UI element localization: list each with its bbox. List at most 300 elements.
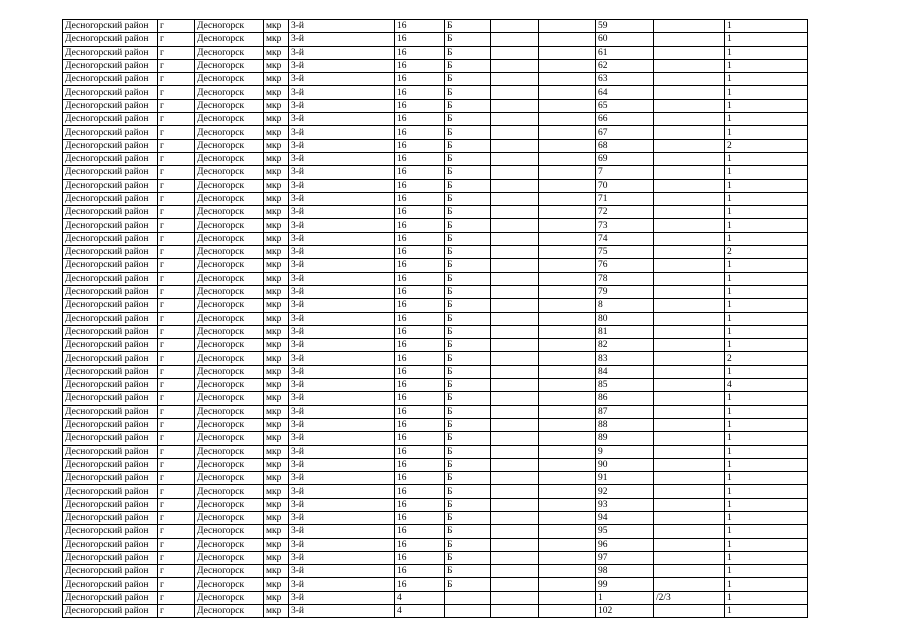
cell-area-name: 3-й (289, 206, 395, 219)
cell-col-9 (539, 551, 596, 564)
cell-building: Б (445, 525, 491, 538)
cell-col-9 (539, 325, 596, 338)
cell-city: Десногорск (195, 20, 264, 33)
cell-col-9 (539, 46, 596, 59)
cell-building: Б (445, 565, 491, 578)
cell-area-name: 3-й (289, 605, 395, 618)
cell-apartment-suffix (654, 259, 725, 272)
cell-city: Десногорск (195, 432, 264, 445)
cell-col-8 (491, 299, 539, 312)
cell-city: Десногорск (195, 246, 264, 259)
cell-city: Десногорск (195, 46, 264, 59)
cell-area-name: 3-й (289, 139, 395, 152)
cell-apartment-number: 70 (596, 179, 654, 192)
cell-col-8 (491, 246, 539, 259)
cell-apartment-suffix (654, 192, 725, 205)
cell-area-name: 3-й (289, 379, 395, 392)
table-row (63, 126, 808, 139)
cell-apartment-suffix (654, 392, 725, 405)
cell-district: Десногорский район (63, 219, 158, 232)
cell-area-name: 3-й (289, 113, 395, 126)
cell-city: Десногорск (195, 272, 264, 285)
cell-area-type: мкр (264, 432, 289, 445)
cell-settlement-type: г (158, 458, 195, 471)
cell-apartment-number: 59 (596, 20, 654, 33)
cell-city: Десногорск (195, 591, 264, 604)
cell-district: Десногорский район (63, 206, 158, 219)
cell-apartment-number: 98 (596, 565, 654, 578)
cell-apartment-suffix (654, 511, 725, 524)
cell-area-name: 3-й (289, 126, 395, 139)
cell-apartment-number: 84 (596, 365, 654, 378)
cell-apartment-number: 82 (596, 339, 654, 352)
cell-apartment-suffix (654, 551, 725, 564)
cell-house-number: 16 (395, 73, 445, 86)
cell-building: Б (445, 33, 491, 46)
cell-building: Б (445, 578, 491, 591)
cell-district: Десногорский район (63, 418, 158, 431)
cell-settlement-type: г (158, 232, 195, 245)
table-row (63, 591, 808, 604)
cell-apartment-suffix (654, 206, 725, 219)
cell-count: 1 (725, 525, 808, 538)
cell-house-number: 16 (395, 46, 445, 59)
cell-count: 1 (725, 59, 808, 72)
cell-apartment-number: 67 (596, 126, 654, 139)
cell-area-name: 3-й (289, 219, 395, 232)
cell-col-9 (539, 405, 596, 418)
cell-area-type: мкр (264, 46, 289, 59)
cell-area-type: мкр (264, 339, 289, 352)
table-body (63, 20, 808, 618)
cell-city: Десногорск (195, 299, 264, 312)
cell-apartment-number: 85 (596, 379, 654, 392)
cell-apartment-suffix (654, 59, 725, 72)
cell-col-8 (491, 485, 539, 498)
cell-col-8 (491, 325, 539, 338)
cell-count: 1 (725, 272, 808, 285)
cell-house-number: 16 (395, 299, 445, 312)
cell-area-name: 3-й (289, 352, 395, 365)
cell-district: Десногорский район (63, 472, 158, 485)
cell-area-type: мкр (264, 272, 289, 285)
cell-district: Десногорский район (63, 551, 158, 564)
cell-building: Б (445, 246, 491, 259)
cell-area-type: мкр (264, 73, 289, 86)
cell-apartment-suffix (654, 485, 725, 498)
cell-col-9 (539, 179, 596, 192)
table-row (63, 511, 808, 524)
cell-settlement-type: г (158, 511, 195, 524)
cell-house-number: 16 (395, 33, 445, 46)
cell-col-8 (491, 113, 539, 126)
cell-house-number: 16 (395, 20, 445, 33)
cell-apartment-suffix (654, 139, 725, 152)
cell-apartment-number: 65 (596, 99, 654, 112)
cell-district: Десногорский район (63, 232, 158, 245)
cell-district: Десногорский район (63, 445, 158, 458)
cell-count: 1 (725, 458, 808, 471)
cell-apartment-suffix (654, 458, 725, 471)
cell-district: Десногорский район (63, 485, 158, 498)
cell-area-name: 3-й (289, 246, 395, 259)
cell-district: Десногорский район (63, 591, 158, 604)
cell-area-type: мкр (264, 259, 289, 272)
cell-col-8 (491, 73, 539, 86)
cell-area-type: мкр (264, 285, 289, 298)
cell-count: 1 (725, 219, 808, 232)
cell-area-name: 3-й (289, 99, 395, 112)
cell-city: Десногорск (195, 99, 264, 112)
cell-apartment-suffix (654, 246, 725, 259)
cell-building: Б (445, 179, 491, 192)
cell-count: 1 (725, 591, 808, 604)
cell-apartment-suffix (654, 325, 725, 338)
cell-building: Б (445, 418, 491, 431)
cell-settlement-type: г (158, 99, 195, 112)
cell-area-type: мкр (264, 312, 289, 325)
cell-count: 1 (725, 365, 808, 378)
cell-apartment-suffix (654, 219, 725, 232)
cell-area-type: мкр (264, 392, 289, 405)
cell-building: Б (445, 232, 491, 245)
cell-area-type: мкр (264, 232, 289, 245)
table-row (63, 339, 808, 352)
cell-count: 1 (725, 565, 808, 578)
cell-apartment-number: 66 (596, 113, 654, 126)
cell-count: 1 (725, 325, 808, 338)
cell-col-8 (491, 272, 539, 285)
cell-apartment-number: 61 (596, 46, 654, 59)
table-row (63, 99, 808, 112)
cell-district: Десногорский район (63, 458, 158, 471)
cell-count: 1 (725, 392, 808, 405)
cell-col-9 (539, 192, 596, 205)
cell-building: Б (445, 472, 491, 485)
cell-house-number: 16 (395, 472, 445, 485)
table-row (63, 578, 808, 591)
cell-settlement-type: г (158, 418, 195, 431)
cell-area-name: 3-й (289, 299, 395, 312)
cell-col-9 (539, 339, 596, 352)
cell-district: Десногорский район (63, 179, 158, 192)
cell-city: Десногорск (195, 86, 264, 99)
table-row (63, 565, 808, 578)
cell-building: Б (445, 352, 491, 365)
cell-building: Б (445, 139, 491, 152)
cell-count: 1 (725, 339, 808, 352)
cell-area-type: мкр (264, 299, 289, 312)
cell-col-9 (539, 126, 596, 139)
cell-apartment-number: 73 (596, 219, 654, 232)
cell-col-9 (539, 432, 596, 445)
cell-area-name: 3-й (289, 365, 395, 378)
cell-district: Десногорский район (63, 246, 158, 259)
cell-apartment-suffix (654, 285, 725, 298)
cell-settlement-type: г (158, 485, 195, 498)
cell-col-9 (539, 246, 596, 259)
cell-building (445, 591, 491, 604)
cell-count: 1 (725, 472, 808, 485)
cell-area-type: мкр (264, 551, 289, 564)
cell-settlement-type: г (158, 551, 195, 564)
cell-apartment-number: 69 (596, 152, 654, 165)
table-row (63, 232, 808, 245)
cell-building: Б (445, 325, 491, 338)
cell-area-name: 3-й (289, 232, 395, 245)
cell-area-type: мкр (264, 498, 289, 511)
cell-house-number: 4 (395, 605, 445, 618)
cell-district: Десногорский район (63, 605, 158, 618)
cell-area-type: мкр (264, 538, 289, 551)
cell-building: Б (445, 46, 491, 59)
cell-area-type: мкр (264, 365, 289, 378)
cell-col-8 (491, 46, 539, 59)
cell-col-9 (539, 113, 596, 126)
cell-area-name: 3-й (289, 565, 395, 578)
cell-district: Десногорский район (63, 565, 158, 578)
cell-area-type: мкр (264, 418, 289, 431)
cell-settlement-type: г (158, 219, 195, 232)
cell-apartment-number: 90 (596, 458, 654, 471)
cell-count: 1 (725, 551, 808, 564)
cell-building: Б (445, 126, 491, 139)
cell-area-type: мкр (264, 166, 289, 179)
cell-house-number: 16 (395, 525, 445, 538)
cell-count: 1 (725, 418, 808, 431)
cell-apartment-number: 83 (596, 352, 654, 365)
cell-count: 1 (725, 73, 808, 86)
cell-house-number: 16 (395, 179, 445, 192)
cell-house-number: 16 (395, 272, 445, 285)
cell-col-8 (491, 551, 539, 564)
cell-house-number: 16 (395, 379, 445, 392)
cell-col-8 (491, 166, 539, 179)
cell-count: 1 (725, 605, 808, 618)
cell-house-number: 16 (395, 206, 445, 219)
cell-city: Десногорск (195, 312, 264, 325)
cell-apartment-suffix (654, 565, 725, 578)
cell-house-number: 16 (395, 511, 445, 524)
table-row (63, 538, 808, 551)
cell-apartment-number: 7 (596, 166, 654, 179)
cell-apartment-number: 9 (596, 445, 654, 458)
cell-district: Десногорский район (63, 33, 158, 46)
cell-settlement-type: г (158, 46, 195, 59)
table-row (63, 206, 808, 219)
cell-apartment-suffix (654, 352, 725, 365)
cell-area-name: 3-й (289, 472, 395, 485)
cell-building: Б (445, 99, 491, 112)
cell-area-name: 3-й (289, 86, 395, 99)
cell-settlement-type: г (158, 591, 195, 604)
cell-settlement-type: г (158, 365, 195, 378)
cell-district: Десногорский район (63, 259, 158, 272)
cell-house-number: 16 (395, 139, 445, 152)
cell-settlement-type: г (158, 578, 195, 591)
cell-count: 1 (725, 152, 808, 165)
cell-col-8 (491, 379, 539, 392)
cell-building: Б (445, 339, 491, 352)
cell-house-number: 16 (395, 485, 445, 498)
cell-count: 1 (725, 206, 808, 219)
table-row (63, 139, 808, 152)
cell-area-name: 3-й (289, 418, 395, 431)
cell-apartment-number: 81 (596, 325, 654, 338)
cell-settlement-type: г (158, 379, 195, 392)
cell-building: Б (445, 113, 491, 126)
cell-apartment-number: 88 (596, 418, 654, 431)
cell-city: Десногорск (195, 33, 264, 46)
cell-apartment-number: 79 (596, 285, 654, 298)
table-row (63, 458, 808, 471)
cell-house-number: 16 (395, 565, 445, 578)
cell-building: Б (445, 445, 491, 458)
cell-col-9 (539, 285, 596, 298)
cell-house-number: 16 (395, 219, 445, 232)
cell-area-type: мкр (264, 605, 289, 618)
cell-building: Б (445, 365, 491, 378)
cell-city: Десногорск (195, 578, 264, 591)
cell-settlement-type: г (158, 352, 195, 365)
cell-district: Десногорский район (63, 99, 158, 112)
cell-district: Десногорский район (63, 113, 158, 126)
cell-district: Десногорский район (63, 192, 158, 205)
table-row (63, 192, 808, 205)
cell-area-type: мкр (264, 246, 289, 259)
cell-area-name: 3-й (289, 498, 395, 511)
cell-area-name: 3-й (289, 46, 395, 59)
cell-area-type: мкр (264, 99, 289, 112)
cell-col-8 (491, 432, 539, 445)
cell-city: Десногорск (195, 259, 264, 272)
cell-count: 1 (725, 113, 808, 126)
cell-col-9 (539, 538, 596, 551)
cell-area-type: мкр (264, 405, 289, 418)
cell-count: 1 (725, 259, 808, 272)
cell-area-name: 3-й (289, 179, 395, 192)
cell-house-number: 16 (395, 418, 445, 431)
cell-city: Десногорск (195, 365, 264, 378)
table-row (63, 551, 808, 564)
cell-settlement-type: г (158, 272, 195, 285)
cell-col-9 (539, 392, 596, 405)
cell-apartment-suffix (654, 152, 725, 165)
cell-apartment-number: 89 (596, 432, 654, 445)
cell-building: Б (445, 392, 491, 405)
cell-settlement-type: г (158, 472, 195, 485)
cell-building: Б (445, 511, 491, 524)
cell-settlement-type: г (158, 445, 195, 458)
cell-col-9 (539, 565, 596, 578)
cell-settlement-type: г (158, 20, 195, 33)
cell-col-8 (491, 33, 539, 46)
cell-col-8 (491, 578, 539, 591)
cell-apartment-number: 72 (596, 206, 654, 219)
cell-count: 1 (725, 312, 808, 325)
cell-apartment-suffix (654, 405, 725, 418)
table-row (63, 152, 808, 165)
cell-count: 1 (725, 20, 808, 33)
cell-area-name: 3-й (289, 485, 395, 498)
cell-house-number: 16 (395, 538, 445, 551)
cell-settlement-type: г (158, 525, 195, 538)
cell-district: Десногорский район (63, 525, 158, 538)
cell-building: Б (445, 272, 491, 285)
cell-apartment-number: 68 (596, 139, 654, 152)
cell-area-type: мкр (264, 325, 289, 338)
cell-district: Десногорский район (63, 152, 158, 165)
cell-apartment-number: 76 (596, 259, 654, 272)
cell-area-name: 3-й (289, 259, 395, 272)
table-row (63, 299, 808, 312)
cell-building: Б (445, 86, 491, 99)
cell-apartment-suffix (654, 498, 725, 511)
cell-area-type: мкр (264, 192, 289, 205)
cell-col-8 (491, 445, 539, 458)
cell-district: Десногорский район (63, 312, 158, 325)
cell-district: Десногорский район (63, 538, 158, 551)
cell-building: Б (445, 59, 491, 72)
cell-col-9 (539, 445, 596, 458)
cell-district: Десногорский район (63, 126, 158, 139)
cell-house-number: 16 (395, 59, 445, 72)
cell-settlement-type: г (158, 59, 195, 72)
cell-city: Десногорск (195, 392, 264, 405)
cell-col-8 (491, 219, 539, 232)
cell-apartment-number: 91 (596, 472, 654, 485)
cell-col-9 (539, 525, 596, 538)
cell-house-number: 16 (395, 458, 445, 471)
cell-count: 1 (725, 285, 808, 298)
cell-col-9 (539, 578, 596, 591)
cell-area-type: мкр (264, 33, 289, 46)
cell-city: Десногорск (195, 472, 264, 485)
cell-count: 1 (725, 299, 808, 312)
cell-area-type: мкр (264, 126, 289, 139)
cell-apartment-suffix (654, 339, 725, 352)
table-row (63, 418, 808, 431)
cell-count: 1 (725, 33, 808, 46)
cell-col-8 (491, 206, 539, 219)
table-row (63, 246, 808, 259)
cell-area-type: мкр (264, 472, 289, 485)
cell-apartment-suffix (654, 525, 725, 538)
cell-col-8 (491, 365, 539, 378)
cell-city: Десногорск (195, 605, 264, 618)
cell-apartment-number: 63 (596, 73, 654, 86)
cell-settlement-type: г (158, 285, 195, 298)
cell-col-9 (539, 139, 596, 152)
cell-col-8 (491, 472, 539, 485)
cell-area-name: 3-й (289, 511, 395, 524)
cell-col-9 (539, 73, 596, 86)
cell-building: Б (445, 152, 491, 165)
cell-city: Десногорск (195, 206, 264, 219)
cell-col-8 (491, 20, 539, 33)
cell-col-8 (491, 232, 539, 245)
cell-city: Десногорск (195, 219, 264, 232)
cell-apartment-suffix (654, 179, 725, 192)
table-row (63, 86, 808, 99)
cell-settlement-type: г (158, 152, 195, 165)
cell-area-type: мкр (264, 565, 289, 578)
cell-col-8 (491, 591, 539, 604)
cell-apartment-number: 8 (596, 299, 654, 312)
cell-apartment-number: 80 (596, 312, 654, 325)
cell-apartment-suffix (654, 99, 725, 112)
table-row (63, 272, 808, 285)
